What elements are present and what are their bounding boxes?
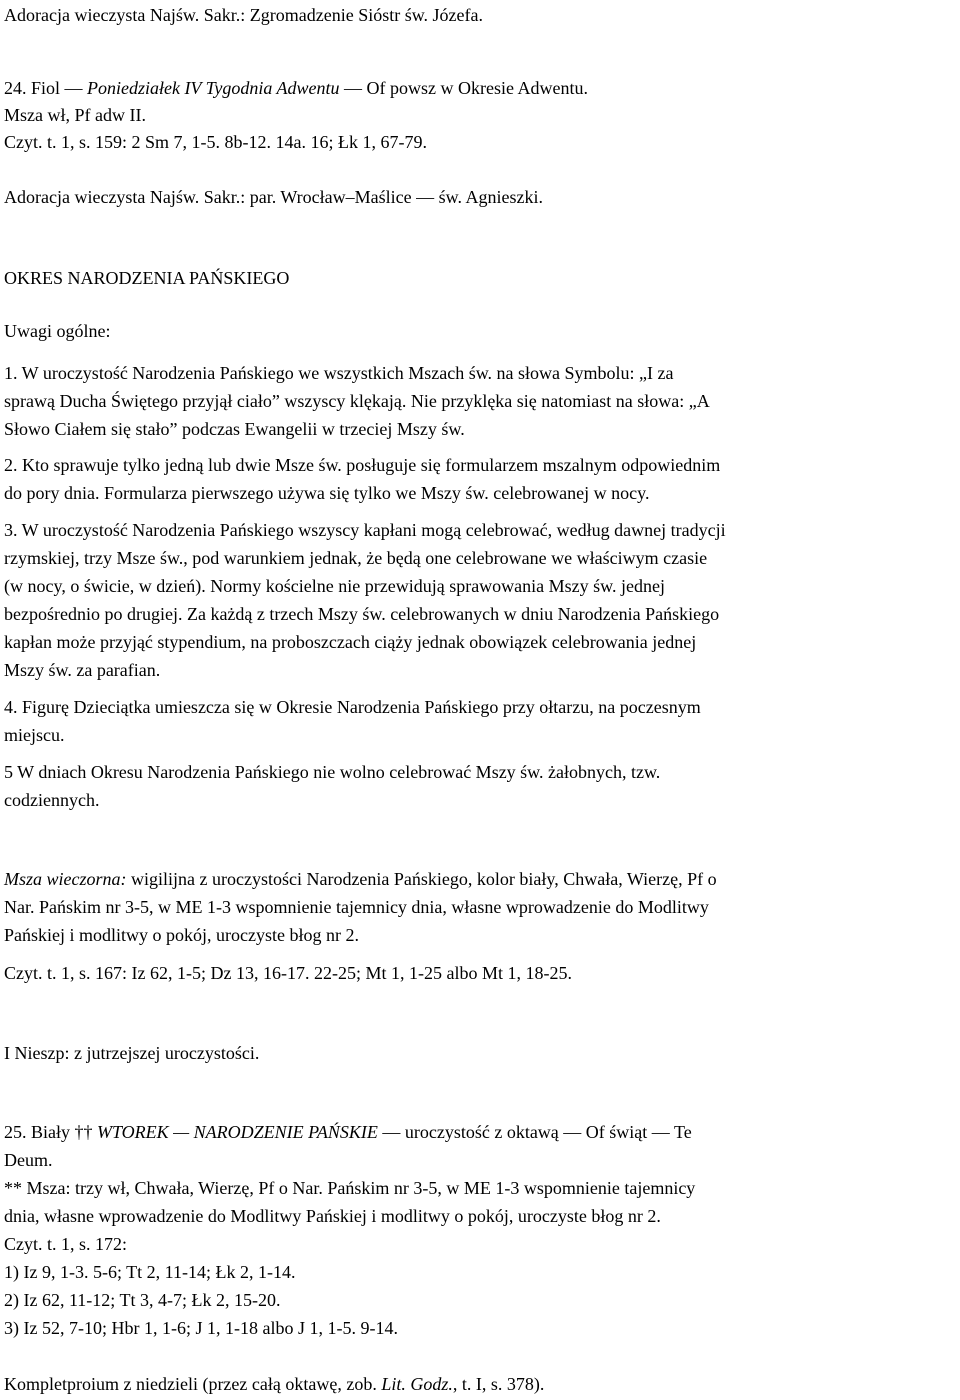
note-4-line-1: 4. Figurę Dzieciątka umieszcza się w Okresie Narodzenia Pańskiego przy ołtarzu, na poczesnym — [4, 697, 701, 717]
reading-2: 2) Iz 62, 11-12; Tt 3, 4-7; Łk 2, 15-20. — [4, 1290, 281, 1310]
day-24-readings: Czyt. t. 1, s. 159: 2 Sm 7, 1-5. 8b-12. 14a. 16; Łk 1, 67-79. — [4, 132, 427, 152]
note-5-line-1: 5 W dniach Okresu Narodzenia Pańskiego nie wolno celebrować Mszy św. żałobnych, tzw. — [4, 762, 661, 782]
note-3-line-3: (w nocy, o świcie, w dzień). Normy kościelne nie przewidują sprawowania Mszy św. jednej — [4, 576, 665, 596]
vigil-line-3: Pańskiej i modlitwy o pokój, uroczyste błog nr 2. — [4, 925, 359, 945]
note-1-line-3: Słowo Ciałem się stało” podczas Ewangelii w trzeciej Mszy św. — [4, 419, 465, 439]
day-24-mass: Msza wł, Pf adw II. — [4, 105, 146, 125]
reading-3: 3) Iz 52, 7-10; Hbr 1, 1-6; J 1, 1-18 albo J 1, 1-5. 9-14. — [4, 1318, 398, 1338]
compline-text: Kompletproium z niedzieli (przez całą oktawę, zob. — [4, 1374, 382, 1394]
day-25-mass-cont: dnia, własne wprowadzenie do Modlitwy Pańskiej i modlitwy o pokój, uroczyste błog nr 2. — [4, 1206, 661, 1226]
day-24-adoration: Adoracja wieczysta Najśw. Sakr.: par. Wrocław–Maślice — św. Agnieszki. — [4, 187, 543, 207]
day-24-title: Poniedziałek IV Tygodnia Adwentu — [87, 78, 340, 98]
day-25-number: 25. Biały †† — [4, 1122, 97, 1142]
note-3-line-5: kapłan może przyjąć stypendium, na proboszczach ciąży jednak obowiązek celebrowania jednej — [4, 632, 697, 652]
section-subheading: Uwagi ogólne: — [4, 321, 111, 341]
compline-line — [4, 1373, 544, 1395]
compline-ref: , t. I, s. 378). — [452, 1374, 545, 1394]
note-2-line-2: do pory dnia. Formularza pierwszego używa się tylko we Mszy św. celebrowanej w nocy. — [4, 483, 650, 503]
vigil-readings: Czyt. t. 1, s. 167: Iz 62, 1-5; Dz 13, 16-17. 22-25; Mt 1, 1-25 albo Mt 1, 18-25. — [4, 963, 572, 983]
day-24-number: 24. Fiol — — [4, 78, 88, 98]
note-3-line-2: rzymskiej, trzy Msze św., pod warunkiem jednak, że będą one celebrowane we właściwym czasie — [4, 548, 708, 568]
section-heading: OKRES NARODZENIA PAŃSKIEGO — [4, 268, 290, 288]
note-3-line-4: bezpośrednio po drugiej. Za każdą z trzech Mszy św. celebrowanych w dniu Narodzenia Pańskiego — [4, 604, 720, 624]
vigil-vespers: I Nieszp: z jutrzejszej uroczystości. — [4, 1043, 260, 1063]
vigil-line-1 — [4, 868, 717, 890]
reading-1: 1) Iz 9, 1-3. 5-6; Tt 2, 11-14; Łk 2, 1-14. — [4, 1262, 296, 1282]
note-1-line-1: 1. W uroczystość Narodzenia Pańskiego we wszystkich Mszach św. na słowa Symbolu: „I za — [4, 363, 674, 383]
adoration-line: Adoracja wieczysta Najśw. Sakr.: Zgromadzenie Sióstr św. Józefa. — [4, 5, 484, 25]
note-3-line-6: Mszy św. za parafian. — [4, 660, 161, 680]
compline-source: Lit. Godz. — [381, 1374, 453, 1394]
day-25-readings-ref: Czyt. t. 1, s. 172: — [4, 1234, 128, 1254]
vigil-line-2: Nar. Pańskim nr 3-5, w ME 1-3 wspomnienie tajemnicy dnia, własne wprowadzenie do Modlitwy — [4, 897, 709, 917]
vigil-label: Msza wieczorna: — [4, 869, 127, 889]
day-24-header — [4, 77, 588, 99]
day-24-office: — Of powsz w Okresie Adwentu. — [339, 78, 588, 98]
day-25-title: WTOREK — NARODZENIE PAŃSKIE — [97, 1122, 378, 1142]
note-4-line-2: miejscu. — [4, 725, 65, 745]
day-25-header — [4, 1121, 692, 1143]
day-25-office: — uroczystość z oktawą — Of świąt — Te — [377, 1122, 692, 1142]
day-25-mass: ** Msza: trzy wł, Chwała, Wierzę, Pf o Nar. Pańskim nr 3-5, w ME 1-3 wspomnienie tajemnicy — [4, 1178, 696, 1198]
day-25-line-2: Deum. — [4, 1150, 53, 1170]
note-5-line-2: codziennych. — [4, 790, 100, 810]
note-1-line-2: sprawą Ducha Świętego przyjął ciało” wszyscy klękają. Nie przyklęka się natomiast na słowa: „A — [4, 391, 710, 411]
note-3-line-1: 3. W uroczystość Narodzenia Pańskiego wszyscy kapłani mogą celebrować, według dawnej tradycji — [4, 520, 726, 540]
vigil-description: wigilijna z uroczystości Narodzenia Pańskiego, kolor biały, Chwała, Wierzę, Pf o — [126, 869, 717, 889]
note-2-line-1: 2. Kto sprawuje tylko jedną lub dwie Msze św. posługuje się formularzem mszalnym odpowiednim — [4, 455, 721, 475]
